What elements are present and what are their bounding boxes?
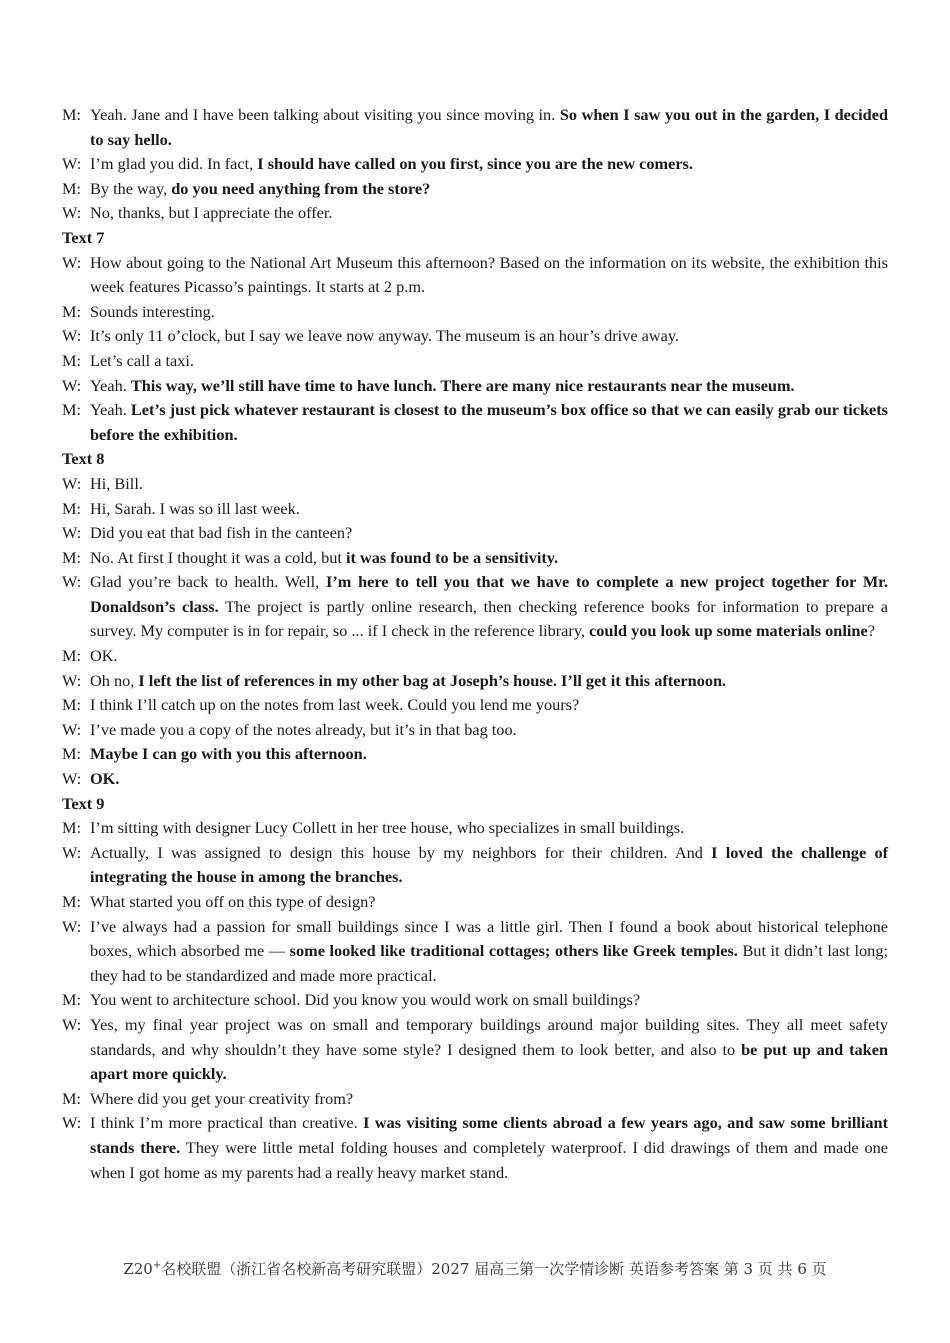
speaker-label: M: [62,498,82,518]
speaker-label: W: [62,719,82,739]
dialogue-text [90,988,888,1013]
speaker-label: W: [62,523,82,543]
key-phrase: Maybe I can go with you this afternoon. [90,744,367,764]
footer-brand-sup: + [152,1260,162,1271]
text-segment: But it didn’t last long; they had to be standardized and made more practical. [90,941,888,985]
text-segment: I’ve always had a passion for small buildings since I was a little girl. Then I found a book about historical telephone boxes, which absorbed me — [90,916,888,961]
key-phrase: could you look up some materials online [589,621,868,641]
text-segment: Yeah. [90,400,131,420]
speaker-label: W: [62,154,82,174]
dialogue-line [62,152,888,177]
dialogue-line [62,1087,888,1112]
dialogue-line [62,669,888,694]
dialogue-text [90,718,888,743]
text-segment: Let’s call a taxi. [90,350,194,370]
dialogue-text [90,644,888,669]
text-segment: I think I’m more practical than creative. [90,1113,364,1133]
dialogue-line [62,349,888,374]
key-phrase: I left the list of references in my other bag at Joseph’s house. I’ll get it this afternoon. [138,670,727,690]
text-segment: By the way, [90,178,172,198]
dialogue-line [62,718,888,743]
speaker-label: M: [62,695,82,715]
text-segment: Actually, I was assigned to design this house by my neighbors for their children. And [90,842,712,862]
speaker-label: W: [62,375,82,395]
dialogue-line [62,841,888,890]
key-phrase: I’m here to tell you that we have to complete a new project together for Mr. Donaldson’s class. [90,572,888,616]
text-segment: You went to architecture school. Did you know you would work on small buildings? [90,990,641,1010]
speaker-label: W: [62,916,82,936]
speaker-label: M: [62,301,82,321]
dialogue-line [62,103,888,152]
dialogue-text [90,890,888,915]
text-segment: I’ve made you a copy of the notes already, but it’s in that bag too. [90,719,517,739]
dialogue-line [62,570,888,644]
dialogue-line [62,324,888,349]
text-segment: Yeah. [90,375,131,395]
speaker-label: M: [62,178,82,198]
speaker-label: M: [62,990,82,1010]
text-segment: ? [867,621,875,641]
key-phrase: So when I saw you out in the garden, I decided to say hello. [90,105,888,149]
key-phrase: be put up and taken apart more quickly. [90,1039,889,1084]
dialogue-line [62,742,888,767]
key-phrase: I was visiting some clients abroad a few years ago, and saw some brilliant stands there. [90,1113,889,1157]
text-segment: I’m sitting with designer Lucy Collett in her tree house, who specializes in small buildings. [90,818,685,838]
speaker-label: M: [62,744,82,764]
page-footer [0,1258,950,1279]
speaker-label: W: [62,572,82,592]
speaker-label: M: [62,892,82,911]
text-segment: How about going to the National Art Museum this afternoon? Based on the information on its website, the exhibition this week features Picasso’s paintings. It starts at 2 p.m. [90,252,888,297]
text-segment: Hi, Sarah. I was so ill last week. [90,498,300,518]
dialogue-text [90,472,888,497]
text-segment: Glad you’re back to health. Well, [90,572,327,592]
transcript [62,103,888,1185]
text-segment: Yeah. Jane and I have been talking about visiting you since moving in. [90,105,560,124]
text-segment: I’m glad you did. In fact, [90,154,258,174]
speaker-label: W: [62,473,82,493]
dialogue-line [62,1013,888,1087]
dialogue-line [62,177,888,202]
footer-text: 名校联盟（浙江省名校新高考研究联盟）2027 届高三第一次学情诊断 英语参考答案 第 3 页 共 6 页 [161,1260,827,1278]
speaker-label: W: [62,1014,82,1034]
dialogue-line [62,1111,888,1185]
section-heading: Text 7 [62,227,105,247]
dialogue-text [90,669,888,694]
text-segment: No. At first I thought it was a cold, but [90,547,346,567]
key-phrase: I loved the challenge of integrating the house in among the branches. [90,842,889,887]
dialogue-line [62,251,888,300]
dialogue-text [90,742,888,767]
text-segment: They were little metal folding houses and completely waterproof. I did drawings of them and made one when I got home as my parents had a really heavy market stand. [90,1137,888,1182]
dialogue-line [62,890,888,915]
dialogue-line [62,693,888,718]
dialogue-text [90,767,888,792]
text-segment: Did you eat that bad fish in the canteen? [90,523,353,543]
speaker-label: M: [62,400,82,420]
dialogue-line [62,915,888,989]
speaker-label: W: [62,252,82,272]
dialogue-text [90,497,888,522]
dialogue-text [90,915,888,989]
speaker-label: M: [62,350,82,370]
speaker-label: M: [62,105,82,124]
speaker-label: M: [62,646,82,666]
dialogue-text [90,349,888,374]
dialogue-text [90,570,888,644]
dialogue-line [62,398,888,447]
dialogue-text [90,521,888,546]
key-phrase: some looked like traditional cottages; others like Greek temples. [289,941,738,961]
dialogue-line [62,521,888,546]
text-segment: I think I’ll catch up on the notes from last week. Could you lend me yours? [90,695,580,715]
dialogue-text [90,546,888,571]
speaker-label: M: [62,818,82,838]
dialogue-text [90,201,888,226]
dialogue-text [90,300,888,325]
speaker-label: W: [62,769,82,789]
text-segment: Sounds interesting. [90,301,215,321]
dialogue-text [90,398,888,447]
text-segment: The project is partly online research, then checking reference books for information to prepare a survey. My computer is in for repair, so ... if I check in the reference library, [90,596,889,641]
text-segment: Where did you get your creativity from? [90,1088,354,1108]
dialogue-line [62,472,888,497]
key-phrase: I should have called on you first, since you are the new comers. [257,154,693,174]
dialogue-text [90,841,888,890]
dialogue-text [90,251,888,300]
dialogue-text [90,1111,888,1185]
dialogue-text [90,103,888,152]
speaker-label: M: [62,547,82,567]
text-segment: Oh no, [90,670,139,690]
dialogue-text [90,1013,888,1087]
speaker-label: M: [62,1088,82,1108]
text-segment: It’s only 11 o’clock, but I say we leave now anyway. The museum is an hour’s drive away. [90,326,679,346]
text-segment: Hi, Bill. [90,473,143,493]
section-heading: Text 8 [62,449,105,469]
dialogue-line [62,374,888,399]
key-phrase: OK. [90,769,120,789]
dialogue-text [90,816,888,841]
footer-brand: Z20 [123,1260,153,1278]
speaker-label: W: [62,670,82,690]
speaker-label: W: [62,1113,82,1133]
key-phrase: do you need anything from the store? [171,178,431,198]
dialogue-line [62,300,888,325]
dialogue-line [62,497,888,522]
dialogue-line [62,644,888,669]
speaker-label: W: [62,326,82,346]
section-heading: Text 9 [62,793,105,813]
speaker-label: W: [62,842,82,862]
dialogue-text [90,693,888,718]
dialogue-line [62,201,888,226]
speaker-label: W: [62,203,82,223]
dialogue-text [90,152,888,177]
dialogue-text [90,324,888,349]
text-segment: No, thanks, but I appreciate the offer. [90,203,333,223]
dialogue-line [62,767,888,792]
key-phrase: Let’s just pick whatever restaurant is closest to the museum’s box office so that we can easily grab our tickets before the exhibition. [90,400,888,444]
dialogue-text [90,374,888,399]
dialogue-line [62,816,888,841]
key-phrase: This way, we’ll still have time to have lunch. There are many nice restaurants near the museum. [130,375,795,395]
text-segment: Yes, my final year project was on small and temporary buildings around major building sites. They all meet safety standards, and why shouldn’t they have some style? I designed them to look better, and also to [90,1014,888,1059]
text-segment: What started you off on this type of design? [90,892,376,911]
key-phrase: it was found to be a sensitivity. [345,547,559,567]
dialogue-line [62,988,888,1013]
dialogue-line [62,546,888,571]
dialogue-text [90,1087,888,1112]
dialogue-text [90,177,888,202]
text-segment: OK. [90,646,118,666]
